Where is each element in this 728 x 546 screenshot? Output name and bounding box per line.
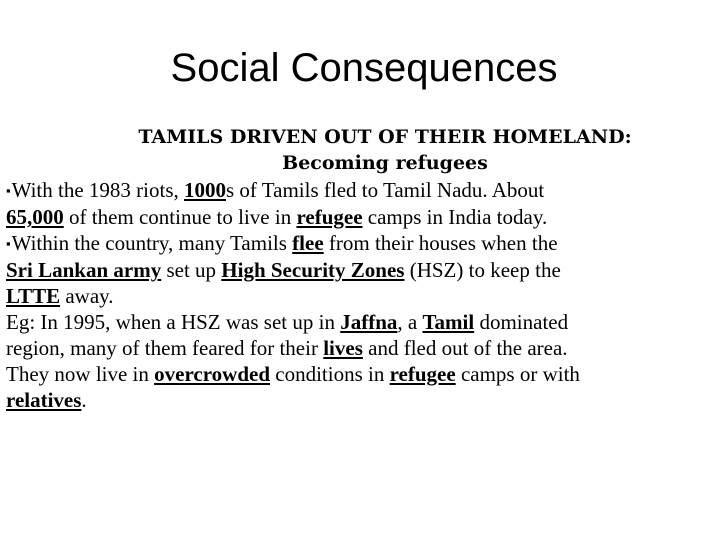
text: They now live in <box>6 362 155 386</box>
keyword: 1000 <box>184 178 226 202</box>
text: s of Tamils fled to Tamil Nadu. About <box>226 178 545 202</box>
text: conditions in <box>270 362 390 386</box>
keyword: flee <box>292 231 324 255</box>
text: away. <box>60 284 114 308</box>
body-line <box>6 204 722 230</box>
body-line <box>6 361 722 387</box>
keyword: LTTE <box>6 284 61 308</box>
text: and fled out of the area. <box>362 336 568 360</box>
text: , a <box>397 310 423 334</box>
keyword: Tamil <box>422 310 475 334</box>
text: Eg: In 1995, when a HSZ was set up in <box>6 310 341 334</box>
text: Within the country, many Tamils <box>11 231 293 255</box>
keyword: refugee <box>389 362 456 386</box>
slide-body <box>6 177 722 413</box>
text: With the 1983 riots, <box>11 178 184 202</box>
keyword: Sri Lankan army <box>6 258 162 282</box>
body-line <box>6 257 722 283</box>
keyword: overcrowded <box>154 362 271 386</box>
text: dominated <box>474 310 569 334</box>
keyword: lives <box>323 336 363 360</box>
body-line <box>6 283 722 309</box>
slide-title: Social Consequences <box>170 46 558 90</box>
body-line <box>6 177 722 204</box>
text: from their houses when the <box>323 231 558 255</box>
text: . <box>81 388 87 412</box>
body-line <box>6 335 722 361</box>
text: camps or with <box>455 362 580 386</box>
text: set up <box>161 258 222 282</box>
square-bullet-icon: ▪ <box>6 183 11 198</box>
text: region, many of them feared for their <box>6 336 324 360</box>
subheading-line-2: Becoming refugees <box>282 152 488 174</box>
text: camps in India today. <box>362 205 548 229</box>
text: (HSZ) to keep the <box>404 258 561 282</box>
body-line <box>6 387 722 413</box>
square-bullet-icon: ▪ <box>6 236 11 251</box>
keyword: refugee <box>296 205 363 229</box>
keyword: relatives <box>6 388 82 412</box>
subheading-line-1: TAMILS DRIVEN OUT OF THEIR HOMELAND: <box>138 126 632 148</box>
text: of them continue to live in <box>63 205 297 229</box>
body-line <box>6 309 722 335</box>
keyword: Jaffna <box>340 310 398 334</box>
keyword: High Security Zones <box>221 258 405 282</box>
keyword: 65,000 <box>6 205 64 229</box>
body-line <box>6 230 722 257</box>
